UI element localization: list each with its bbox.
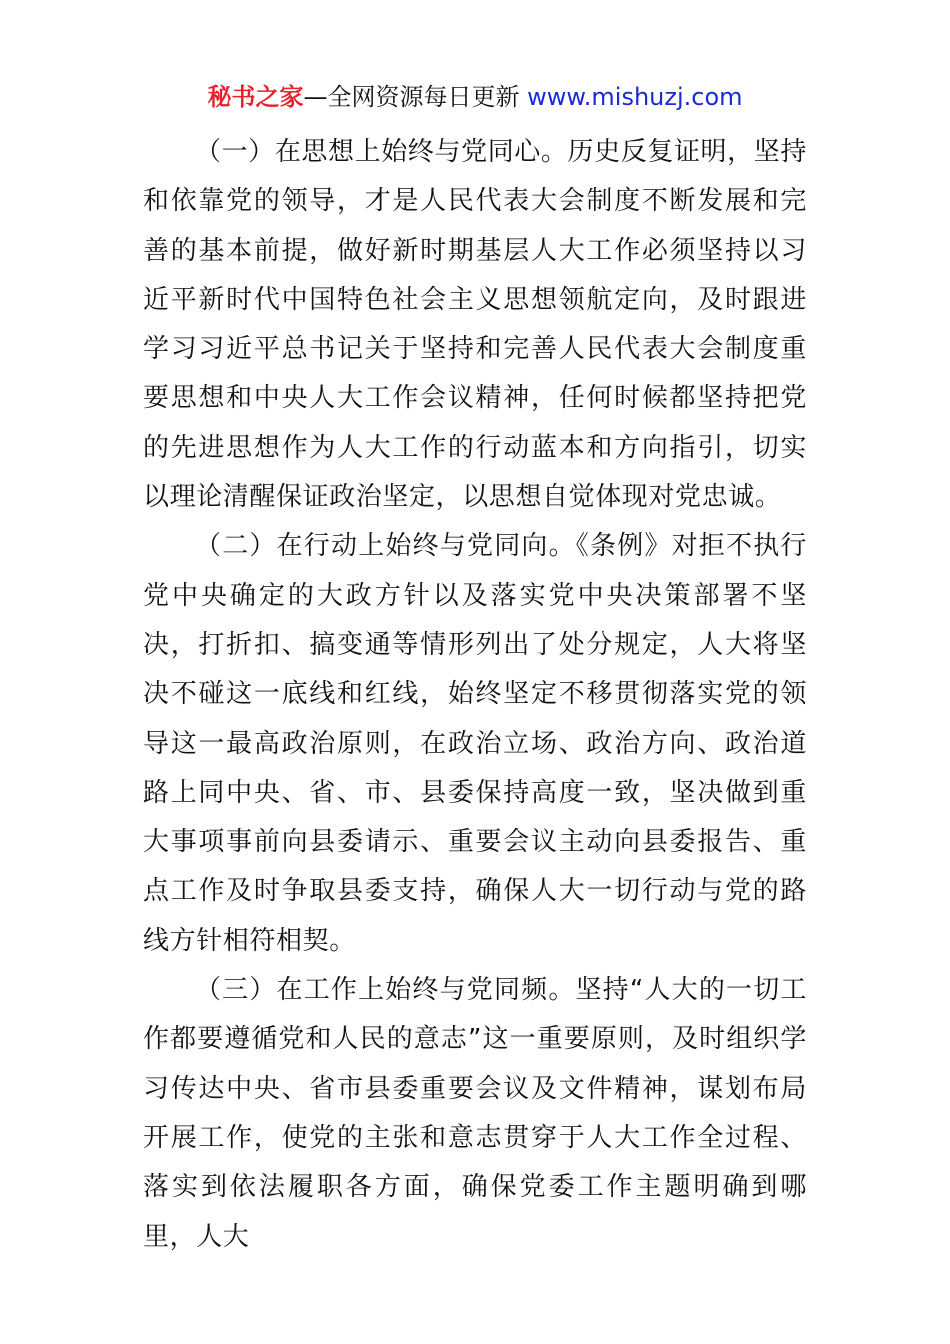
- site-tagline: —全网资源每日更新: [303, 83, 520, 111]
- document-body: [143, 128, 807, 1262]
- site-url[interactable]: www.mishuzj.com: [527, 83, 743, 111]
- paragraph-2: （二）在行动上始终与党同向。《条例》对拒不执行党中央确定的大政方针以及落实党中央决策部署不坚决，打折扣、搞变通等情形列出了处分规定，人大将坚决不碰这一底线和红线，始终坚定不移贯彻落实党的领导这一最高政治原则，在政治立场、政治方向、政治道路上同中央、省、市、县委保持高度一致，坚决做到重大事项事前向县委请示、重要会议主动向县委报告、重点工作及时争取县委支持，确保人大一切行动与党的路线方针相符相契。: [143, 531, 807, 956]
- site-brand: 秘书之家: [207, 83, 304, 111]
- paragraph-1: （一）在思想上始终与党同心。历史反复证明，坚持和依靠党的领导，才是人民代表大会制度不断发展和完善的基本前提，做好新时期基层人大工作必须坚持以习近平新时代中国特色社会主义思想领航定向，及时跟进学习习近平总书记关于坚持和完善人民代表大会制度重要思想和中央人大工作会议精神，任何时候都坚持把党的先进思想作为人大工作的行动蓝本和方向指引，切实以理论清醒保证政治坚定，以思想自觉体现对党忠诚。: [143, 137, 807, 513]
- site-watermark-header: [0, 80, 950, 114]
- paragraph-3: （三）在工作上始终与党同频。坚持“人大的一切工作都要遵循党和人民的意志”这一重要原则，及时组织学习传达中央、省市县委重要会议及文件精神，谋划布局开展工作，使党的主张和意志贯穿于人大工作全过程、落实到依法履职各方面，确保党委工作主题明确到哪里，人大: [143, 975, 807, 1252]
